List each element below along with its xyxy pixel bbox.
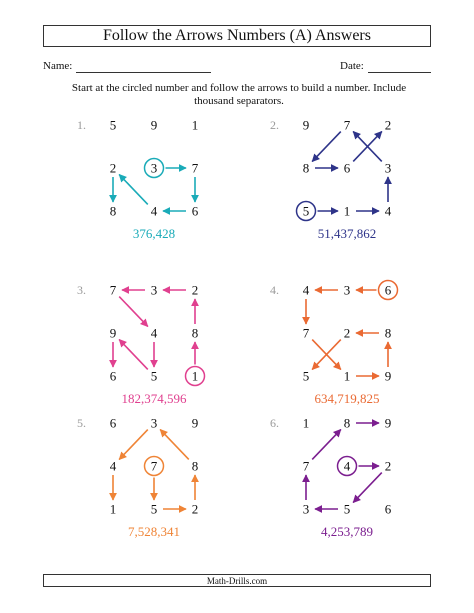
- answer-number: 182,374,596: [121, 391, 187, 406]
- puzzle-6: [270, 416, 392, 540]
- grid-number: 3: [384, 160, 392, 176]
- puzzle-number: 3.: [77, 283, 86, 297]
- grid-number: 1: [343, 368, 351, 384]
- grid-number: 9: [384, 415, 392, 431]
- arrow: [119, 297, 148, 327]
- grid-number: 1: [302, 415, 310, 431]
- grid-number: 5: [302, 368, 310, 384]
- grid-number: 8: [109, 203, 117, 219]
- grid-number: 5: [150, 501, 158, 517]
- arrow: [119, 430, 148, 460]
- arrow: [312, 132, 341, 162]
- answer-number: 634,719,825: [314, 391, 380, 406]
- grid-number: 8: [343, 415, 351, 431]
- grid-number: 2: [191, 501, 199, 517]
- answer-number: 376,428: [132, 226, 176, 241]
- worksheet-title-text: Follow the Arrows Numbers (A) Answers: [103, 27, 371, 44]
- grid-number: 3: [302, 501, 310, 517]
- grid-number: 1: [191, 368, 199, 384]
- grid-number: 5: [302, 203, 310, 219]
- grid-number: 6: [109, 368, 117, 384]
- grid-number: 9: [150, 117, 158, 133]
- puzzle-3: [77, 283, 205, 407]
- grid-number: 4: [109, 458, 117, 474]
- grid-number: 3: [150, 160, 158, 176]
- grid-number: 9: [191, 415, 199, 431]
- grid-number: 8: [384, 325, 392, 341]
- grid-number: 7: [109, 282, 117, 298]
- grid-number: 6: [384, 282, 392, 298]
- grid-number: 6: [191, 203, 199, 219]
- grid-number: 5: [109, 117, 117, 133]
- grid-number: 9: [384, 368, 392, 384]
- grid-number: 9: [109, 325, 117, 341]
- arrow: [160, 430, 189, 460]
- grid-number: 1: [109, 501, 117, 517]
- footer-text: Math-Drills.com: [206, 575, 268, 586]
- grid-number: 1: [343, 203, 351, 219]
- grid-number: 7: [343, 117, 351, 133]
- grid-number: 9: [302, 117, 310, 133]
- grid-number: 6: [384, 501, 392, 517]
- grid-number: 4: [302, 282, 310, 298]
- grid-number: 7: [302, 458, 310, 474]
- arrow: [353, 473, 382, 503]
- grid-number: 5: [343, 501, 351, 517]
- puzzle-number: 6.: [270, 416, 279, 430]
- grid-number: 7: [150, 458, 158, 474]
- grid-number: 3: [343, 282, 351, 298]
- grid-number: 4: [384, 203, 392, 219]
- instructions: Start at the circled number and follow the arrows to build a number. Include thousand separators.: [71, 82, 407, 107]
- grid-number: 4: [150, 203, 158, 219]
- puzzle-1: [77, 118, 199, 242]
- date-label: Date:: [340, 60, 364, 72]
- puzzle-number: 5.: [77, 416, 86, 430]
- puzzle-number: 1.: [77, 118, 86, 132]
- puzzle-4: [270, 281, 398, 407]
- grid-number: 7: [302, 325, 310, 341]
- grid-number: 6: [343, 160, 351, 176]
- answer-number: 51,437,862: [317, 226, 377, 241]
- answer-number: 4,253,789: [321, 524, 373, 539]
- grid-number: 2: [109, 160, 117, 176]
- grid-number: 1: [191, 117, 199, 133]
- arrow: [312, 430, 341, 460]
- footer: [43, 574, 431, 587]
- grid-number: 4: [150, 325, 158, 341]
- grid-number: 2: [384, 458, 392, 474]
- puzzle-number: 2.: [270, 118, 279, 132]
- puzzle-2: [270, 118, 392, 242]
- grid-number: 8: [191, 325, 199, 341]
- grid-number: 7: [191, 160, 199, 176]
- arrow: [119, 175, 148, 205]
- grid-number: 4: [343, 458, 351, 474]
- grid-number: 8: [191, 458, 199, 474]
- arrow: [119, 340, 148, 370]
- puzzle-number: 4.: [270, 283, 279, 297]
- grid-number: 2: [384, 117, 392, 133]
- grid-number: 8: [302, 160, 310, 176]
- name-label: Name:: [43, 60, 73, 72]
- grid-number: 3: [150, 415, 158, 431]
- grid-number: 2: [191, 282, 199, 298]
- puzzle-5: [77, 416, 198, 540]
- grid-number: 5: [150, 368, 158, 384]
- answer-number: 7,528,341: [128, 524, 180, 539]
- grid-number: 6: [109, 415, 117, 431]
- grid-number: 3: [150, 282, 158, 298]
- grid-number: 2: [343, 325, 351, 341]
